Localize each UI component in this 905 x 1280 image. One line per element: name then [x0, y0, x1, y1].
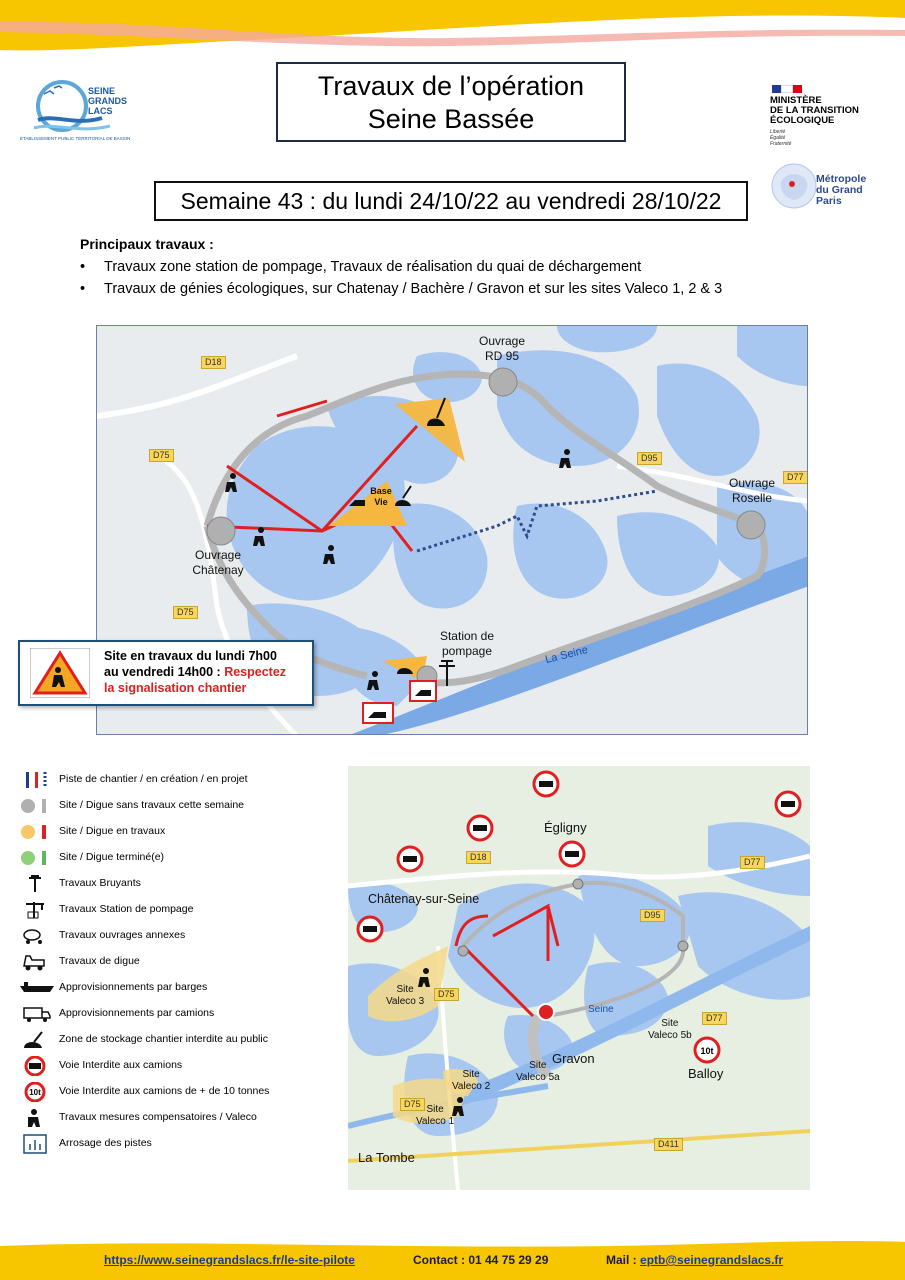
sgl-logo-word: GRANDS	[88, 96, 128, 106]
metropole-grand-paris-logo	[770, 162, 890, 210]
site-valeco-1	[416, 1104, 454, 1128]
alert-line-3: la signalisation chantier	[104, 681, 247, 695]
label-line: Site	[426, 1104, 444, 1115]
label-line: pompage	[441, 644, 493, 658]
top-wave-band	[0, 0, 905, 58]
roadwork-sign-icon	[30, 648, 90, 698]
title-line-2: Seine Bassée	[367, 104, 535, 134]
legend-label: Approvisionnements par camions	[59, 1007, 215, 1019]
label-line: Valeco 3	[386, 996, 425, 1007]
road-label: D95	[640, 909, 665, 922]
road-label: D77	[783, 471, 808, 484]
bulldozer-icon	[20, 952, 54, 972]
contact-mail	[606, 1253, 783, 1267]
legend-label: Travaux ouvrages annexes	[59, 929, 186, 941]
page-title	[276, 62, 626, 142]
label-line: Ouvrage	[194, 548, 242, 562]
truck-icon	[20, 1004, 54, 1024]
site-valeco-3	[386, 984, 424, 1008]
label-line: Valeco 5a	[516, 1072, 560, 1083]
label-line: Site	[661, 1018, 679, 1029]
road-label: D75	[149, 449, 174, 462]
title-line-1: Travaux de l’opération	[317, 71, 585, 101]
contact-phone: Contact : 01 44 75 29 29	[413, 1253, 549, 1267]
site-valeco-2	[452, 1069, 490, 1093]
road-label: D18	[201, 356, 226, 369]
worksite-alert	[18, 640, 314, 706]
label-line: RD 95	[484, 349, 519, 363]
road-label: D77	[740, 856, 765, 869]
label-line: Valeco 1	[416, 1116, 455, 1127]
legend-label: Site / Digue sans travaux cette semaine	[59, 799, 245, 811]
label-line: Station de	[439, 629, 495, 643]
worker-icon	[20, 1108, 54, 1128]
label-line: Vie	[374, 497, 388, 507]
road-label: D75	[400, 1098, 425, 1111]
works-list	[80, 256, 722, 300]
ten-tonne-sign-text: 10t	[700, 1046, 714, 1056]
ministere-line: MINISTÈRE	[770, 95, 822, 106]
label-line: Site	[462, 1069, 480, 1080]
alert-line-2: au vendredi 14h00 :	[104, 665, 225, 679]
noisy-works-icon	[20, 874, 54, 894]
place-balloy: Balloy	[688, 1066, 724, 1081]
label-line: Ouvrage	[478, 334, 526, 348]
label-line: Site	[396, 984, 414, 995]
legend-label: Approvisionnements par barges	[59, 981, 208, 993]
sgl-logo-word: LACS	[88, 106, 113, 116]
week-banner: Semaine 43 : du lundi 24/10/22 au vendredi 28/10/22	[154, 181, 748, 221]
legend-label: Piste de chantier / en création / en projet	[59, 773, 248, 785]
road-label: D77	[702, 1012, 727, 1025]
legend-label: Travaux Bruyants	[59, 877, 141, 889]
place-la-tombe: La Tombe	[358, 1150, 415, 1165]
label-line: Châtenay	[192, 563, 244, 577]
seine-river-label: La Seine	[544, 643, 590, 667]
legend-label: Travaux Station de pompage	[59, 903, 194, 915]
website-link[interactable]: https://www.seinegrandslacs.fr/le-site-pilote	[104, 1253, 355, 1267]
legend-label: Zone de stockage chantier interdite au public	[59, 1033, 268, 1045]
legend-label: Travaux mesures compensatoires / Valeco	[59, 1111, 257, 1123]
stockpile-icon	[20, 1030, 54, 1050]
legend-label: Arrosage des pistes	[59, 1137, 152, 1149]
label-line: Roselle	[731, 491, 773, 505]
legend-label: Travaux de digue	[59, 955, 140, 967]
legend-label: Voie Interdite aux camions	[59, 1059, 183, 1071]
no-trucks-icon	[20, 1056, 54, 1076]
road-label: D75	[173, 606, 198, 619]
grey-site-icon	[20, 796, 54, 816]
place-chatenay: Châtenay-sur-Seine	[368, 892, 480, 906]
mixer-truck-icon	[20, 926, 54, 946]
ouvrage-roselle-label	[717, 476, 787, 506]
label-line: Base	[370, 486, 392, 496]
label-line: Valeco 5b	[648, 1030, 692, 1041]
metropole-emblem-icon	[770, 162, 818, 210]
pump-station-icon	[20, 900, 54, 920]
place-egligny: Égligny	[544, 820, 587, 835]
legend-label: Site / Digue en travaux	[59, 825, 166, 837]
site-valeco-5b	[648, 1018, 692, 1042]
french-flag-icon	[772, 85, 802, 93]
base-vie-label	[363, 486, 399, 508]
orange-site-icon	[20, 822, 54, 842]
barge-icon	[20, 978, 54, 998]
station-pompage-label	[429, 629, 505, 659]
alert-line-2-red: Respectez	[224, 665, 287, 679]
works-item: • Travaux zone station de pompage, Travaux de réalisation du quai de déchargement	[80, 256, 722, 278]
alert-text	[104, 648, 286, 696]
ministere-logo	[770, 85, 890, 147]
ouvrage-rd95-label	[467, 334, 537, 364]
sprinkler-icon	[20, 1134, 54, 1154]
track-lines-icon	[20, 770, 54, 790]
ministere-line: ÉCOLOGIQUE	[770, 115, 835, 126]
road-label: D75	[434, 988, 459, 1001]
road-label: D411	[654, 1138, 683, 1151]
label-line: Ouvrage	[728, 476, 776, 490]
label-line: Valeco 2	[452, 1081, 491, 1092]
devise-line: Égalité	[770, 135, 786, 141]
site-map-overview	[348, 766, 810, 1190]
road-label: D95	[637, 452, 662, 465]
seine-grands-lacs-logo	[20, 76, 131, 146]
mail-label: Mail :	[606, 1253, 641, 1267]
devise-line: Fraternité	[770, 141, 792, 147]
legend-label: Voie Interdite aux camions de + de 10 tonnes	[59, 1085, 270, 1097]
green-site-icon	[20, 848, 54, 868]
works-title: Principaux travaux :	[80, 236, 214, 252]
sgl-tagline: ÉTABLISSEMENT PUBLIC TERRITORIAL DE BASSIN	[20, 136, 131, 141]
road-label: D18	[466, 851, 491, 864]
site-valeco-5a	[516, 1060, 560, 1084]
river-seine: Seine	[588, 1004, 614, 1015]
legend-label: Site / Digue terminé(e)	[59, 851, 165, 863]
no-10t-icon	[20, 1082, 54, 1102]
devise-line: Liberté	[770, 129, 786, 135]
place-gravon: Gravon	[552, 1051, 595, 1066]
ministere-line: DE LA TRANSITION	[770, 105, 859, 116]
label-line: Site	[529, 1060, 547, 1071]
mail-link[interactable]: eptb@seinegrandslacs.fr	[640, 1253, 784, 1267]
metropole-line: du Grand Paris	[816, 184, 863, 207]
sgl-logo-word: SEINE	[88, 86, 116, 96]
metropole-line: Métropole	[816, 173, 867, 185]
ouvrage-chatenay-label	[183, 548, 253, 578]
ten-tonne-text: 10t	[29, 1088, 41, 1097]
works-item: • Travaux de génies écologiques, sur Chatenay / Bachère / Gravon et sur les sites Valeco 1, 2 & 3	[80, 278, 722, 300]
alert-line-1: Site en travaux du lundi 7h00	[104, 649, 277, 663]
